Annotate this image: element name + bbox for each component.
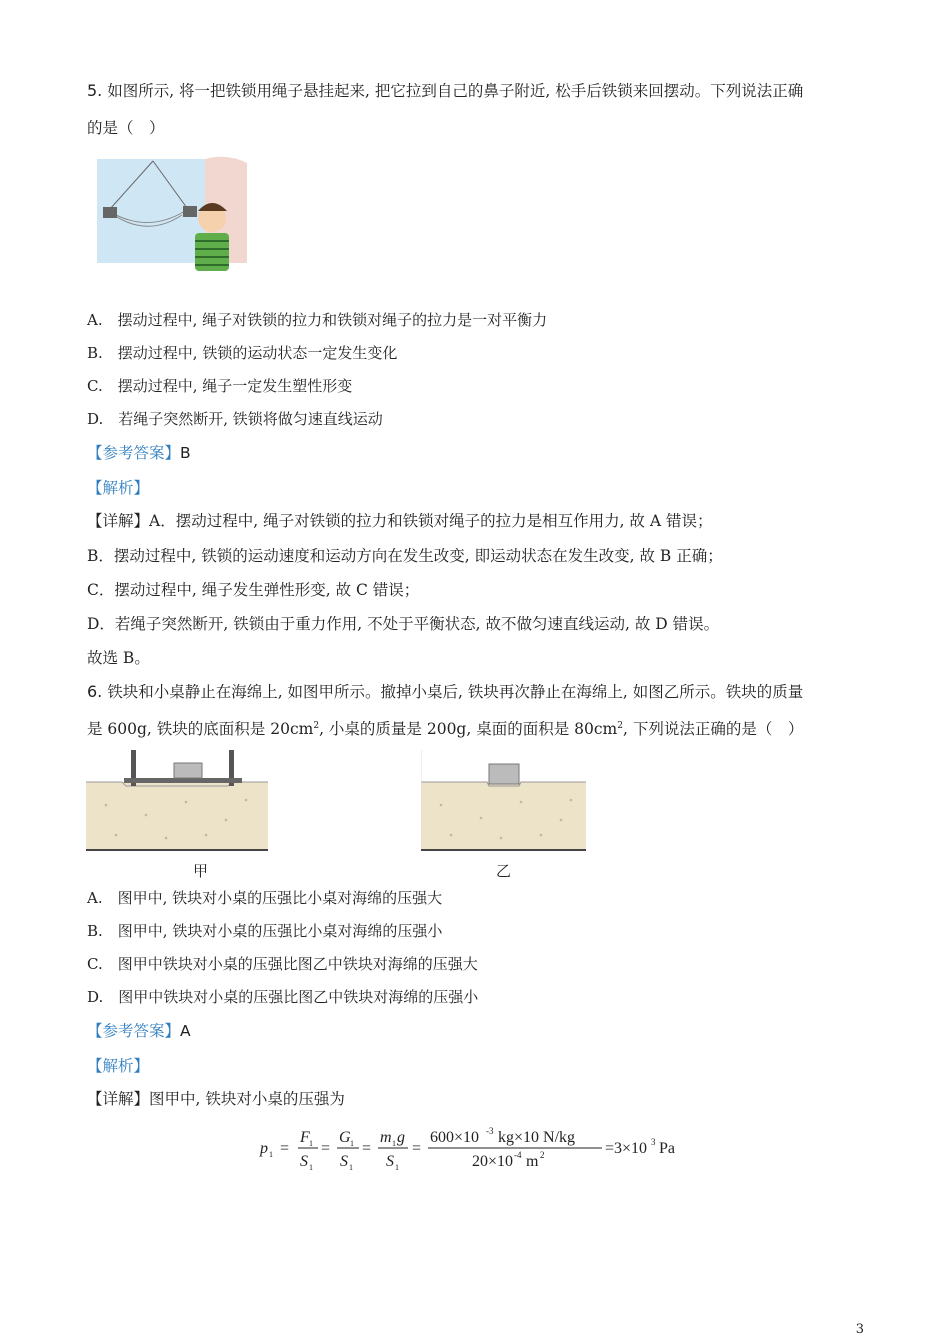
q5-number: 5. [87, 81, 103, 100]
figure-yi [421, 750, 587, 858]
q5-option-a: A. 摆动过程中, 绳子对铁锁的拉力和铁锁对绳子的拉力是一对平衡力 [87, 311, 548, 329]
detail-label: 【详解】 [87, 1090, 150, 1108]
q5-detail-line3: C．摆动过程中, 绳子发生弹性形变, 故 C 错误； [87, 581, 420, 599]
figure-jia-label: 甲 [193, 862, 209, 880]
formula-result-unit: Pa [659, 1140, 675, 1157]
formula-exponent: 3 [651, 1137, 656, 1147]
figure-yi-label: 乙 [496, 862, 512, 880]
q6-option-c: C. 图甲中铁块对小桌的压强比图乙中铁块对海绵的压强大 [87, 955, 478, 973]
iron-block [174, 763, 202, 778]
superscript: 2 [313, 721, 320, 731]
formula-g: g [397, 1129, 405, 1146]
q5-detail-line4: D．若绳子突然断开, 铁锁由于重力作用, 不处于平衡状态, 故不做匀速直线运动, 故 D 错误。 [87, 615, 720, 633]
formula-numerator: 600×10 [430, 1129, 480, 1146]
q6-option-d: D. 图甲中铁块对小桌的压强比图乙中铁块对海绵的压强小 [87, 988, 479, 1006]
q6-stem-text: 铁块和小桌静止在海绵上, 如图甲所示。撤掉小桌后, 铁块再次静止在海绵上, 如图乙所示。铁块的质量 [107, 683, 804, 701]
detail-label: 【详解】 [87, 512, 150, 530]
sponge [421, 782, 586, 850]
superscript: 2 [617, 721, 623, 731]
formula-sub: 1 [350, 1139, 354, 1148]
formula-G: G [339, 1129, 351, 1146]
q6-number: 6. [87, 682, 103, 701]
q6-option-b: B. 图甲中, 铁块对小桌的压强比小桌对海绵的压强小 [87, 922, 443, 940]
answer-label: 【参考答案】 [87, 1022, 181, 1040]
q5-option-d: D. 若绳子突然断开, 铁锁将做匀速直线运动 [87, 410, 383, 428]
detail-text: 图甲中, 铁块对小桌的压强为 [149, 1090, 345, 1108]
q6-answer-line [87, 1020, 191, 1042]
formula-exponent: -3 [486, 1126, 494, 1136]
q5-detail-line2: B．摆动过程中, 铁锁的运动速度和运动方向在发生改变, 即运动状态在发生改变, 故 B 正确； [87, 547, 723, 565]
formula-sub: 1 [349, 1163, 353, 1172]
formula-m: m [380, 1129, 392, 1146]
sponge [86, 782, 268, 850]
detail-text: A．摆动过程中, 绳子对铁锁的拉力和铁锁对绳子的拉力是相互作用力, 故 A 错误； [149, 512, 713, 530]
formula-sub: 1 [309, 1163, 313, 1172]
figure-jia [86, 750, 269, 858]
formula-S: S [300, 1153, 308, 1170]
table-top [124, 778, 242, 783]
formula-denominator: 20×10 [472, 1153, 514, 1170]
q6-stem-part-b: , 小桌的质量是 200g, 桌面的面积是 80cm [319, 720, 618, 738]
answer-value: A [180, 1022, 191, 1040]
pendulum-figure [87, 153, 252, 273]
formula-sub: 1 [392, 1139, 396, 1148]
formula-p: p [260, 1140, 268, 1157]
q5-detail-line1 [87, 510, 712, 532]
formula-S: S [340, 1153, 348, 1170]
answer-label: 【参考答案】 [87, 444, 181, 462]
q6-stem-part-a: 是 600g, 铁块的底面积是 20cm [87, 720, 314, 738]
q5-option-c: C. 摆动过程中, 绳子一定发生塑性形变 [87, 377, 353, 395]
formula-eq: = [412, 1140, 422, 1157]
q6-option-a: A. 图甲中, 铁块对小桌的压强比小桌对海绵的压强大 [87, 889, 443, 907]
lock-right [183, 206, 197, 217]
iron-block [489, 764, 519, 784]
q5-stem-text: 如图所示, 将一把铁锁用绳子悬挂起来, 把它拉到自己的鼻子附近, 松手后铁锁来回摆动。下列说法正确 [107, 82, 804, 100]
q5-answer-line [87, 442, 191, 464]
formula-exponent: -4 [514, 1150, 522, 1160]
answer-value: B [180, 444, 191, 462]
formula-sub: 1 [309, 1139, 313, 1148]
q5-option-b: B. 摆动过程中, 铁锁的运动状态一定发生变化 [87, 344, 398, 362]
formula-numerator-units: kg×10 N/kg [498, 1129, 576, 1146]
q6-analysis-label: 【解析】 [87, 1057, 150, 1075]
formula-S: S [386, 1153, 394, 1170]
formula-eq: = [362, 1140, 372, 1157]
lock-left [103, 207, 117, 218]
formula-eq: = [280, 1140, 290, 1157]
formula-eq: = [321, 1140, 331, 1157]
page-number: 3 [855, 1322, 864, 1337]
q6-stem-part-c: , 下列说法正确的是（ ） [622, 720, 804, 738]
q5-analysis-label: 【解析】 [87, 479, 150, 497]
q6-detail-line1 [87, 1088, 345, 1110]
formula-F: F [300, 1129, 310, 1146]
formula-sub: 1 [395, 1163, 399, 1172]
formula-exponent: 2 [540, 1150, 545, 1160]
formula-result: =3×10 [605, 1140, 648, 1157]
q6-stem-line1 [87, 681, 803, 703]
q6-stem-line2 [87, 718, 803, 740]
formula-denominator-unit: m [526, 1153, 539, 1170]
pressure-formula [258, 1120, 708, 1180]
formula-sub: 1 [269, 1150, 273, 1159]
q5-conclusion: 故选 B。 [87, 649, 150, 667]
q5-stem-line1 [87, 80, 803, 102]
q5-stem-line2: 的是（ ） [87, 119, 165, 137]
